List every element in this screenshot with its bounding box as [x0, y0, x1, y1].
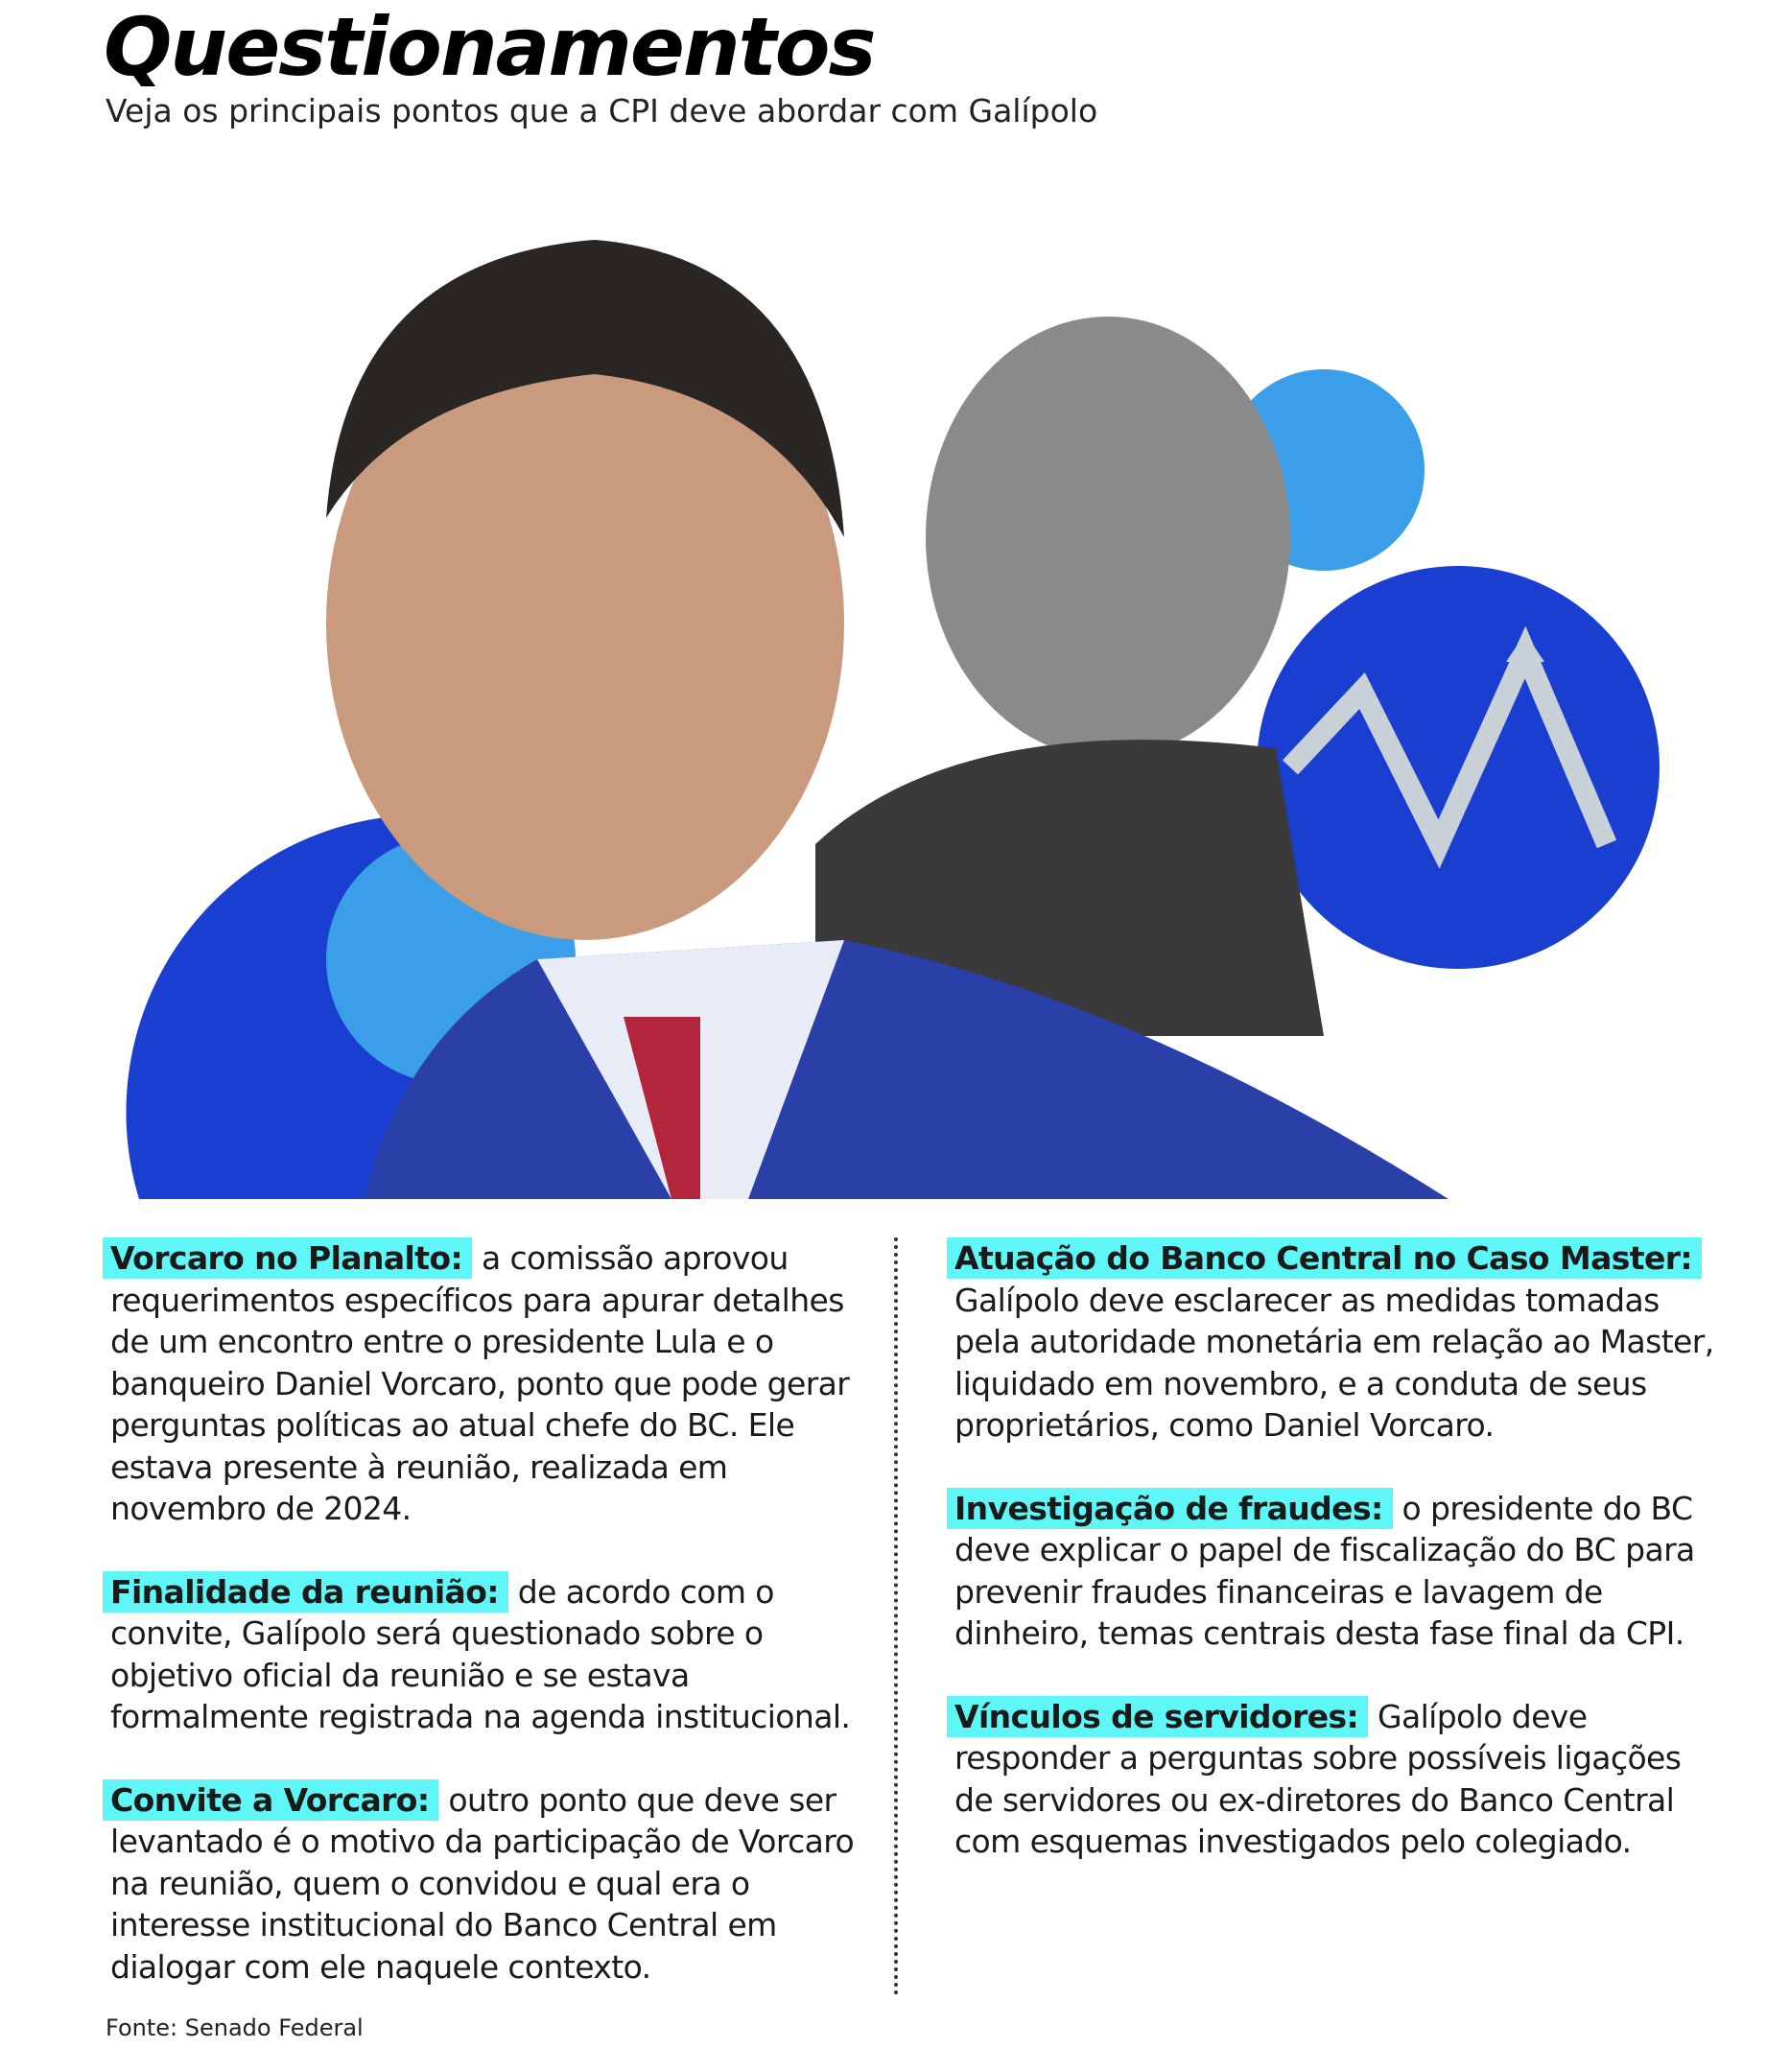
page-title: Questionamentos	[104, 0, 875, 94]
point-text: o presidente do BC deve explicar o papel de fiscalização do BC para prevenir fraudes financeiras e lavagem de dinheiro, temas centrais desta fase final da CPI.	[954, 1489, 1695, 1652]
page-subtitle: Veja os principais pontos que a CPI deve abordar com Galípolo	[106, 92, 1098, 130]
point-text: Galípolo deve esclarecer as medidas tomadas pela autoridade monetária em relação ao Master, liquidado em novembro, e a conduta de seus proprietários, como Daniel Vorcaro.	[954, 1281, 1714, 1444]
point-label: Atuação do Banco Central no Caso Master:	[947, 1237, 1702, 1279]
point-text: de acordo com o convite, Galípolo será questionado sobre o objetivo oficial da reunião e se estava formalmente registrada na agenda institucional.	[110, 1572, 851, 1735]
photo-illustration	[0, 173, 1790, 1199]
point-finalidade-reuniao	[110, 1571, 859, 1738]
point-label: Convite a Vorcaro:	[103, 1779, 438, 1821]
point-atuacao-bc	[954, 1237, 1722, 1447]
point-text: Galípolo deve responder a perguntas sobre possíveis ligações de servidores ou ex-diretores do Banco Central com esquemas investigados pelo colegiado.	[954, 1697, 1682, 1860]
point-text: a comissão aprovou requerimentos específicos para apurar detalhes de um encontro entre o presidente Lula e o banqueiro Daniel Vorcaro, ponto que pode gerar perguntas políticas ao atual chefe do BC. Ele estava presente à reunião, realizada em novembro de 2024.	[110, 1239, 850, 1527]
point-vorcaro-planalto	[110, 1237, 859, 1530]
point-investigacao-fraudes	[954, 1488, 1722, 1655]
column-divider	[894, 1237, 898, 1995]
point-label: Finalidade da reunião:	[103, 1571, 508, 1613]
right-column	[954, 1237, 1722, 1904]
point-label: Vorcaro no Planalto:	[103, 1237, 472, 1279]
source-note: Fonte: Senado Federal	[106, 2014, 364, 2041]
left-column	[110, 1237, 859, 2029]
point-vinculos-servidores	[954, 1696, 1722, 1863]
point-label: Investigação de fraudes:	[947, 1488, 1393, 1529]
point-convite-vorcaro	[110, 1779, 859, 1989]
point-label: Vínculos de servidores:	[947, 1696, 1368, 1737]
point-text: outro ponto que deve ser levantado é o motivo da participação de Vorcaro na reunião, quem o convidou e qual era o interesse institucional do Banco Central em dialogar com ele naquele contexto.	[110, 1780, 855, 1986]
